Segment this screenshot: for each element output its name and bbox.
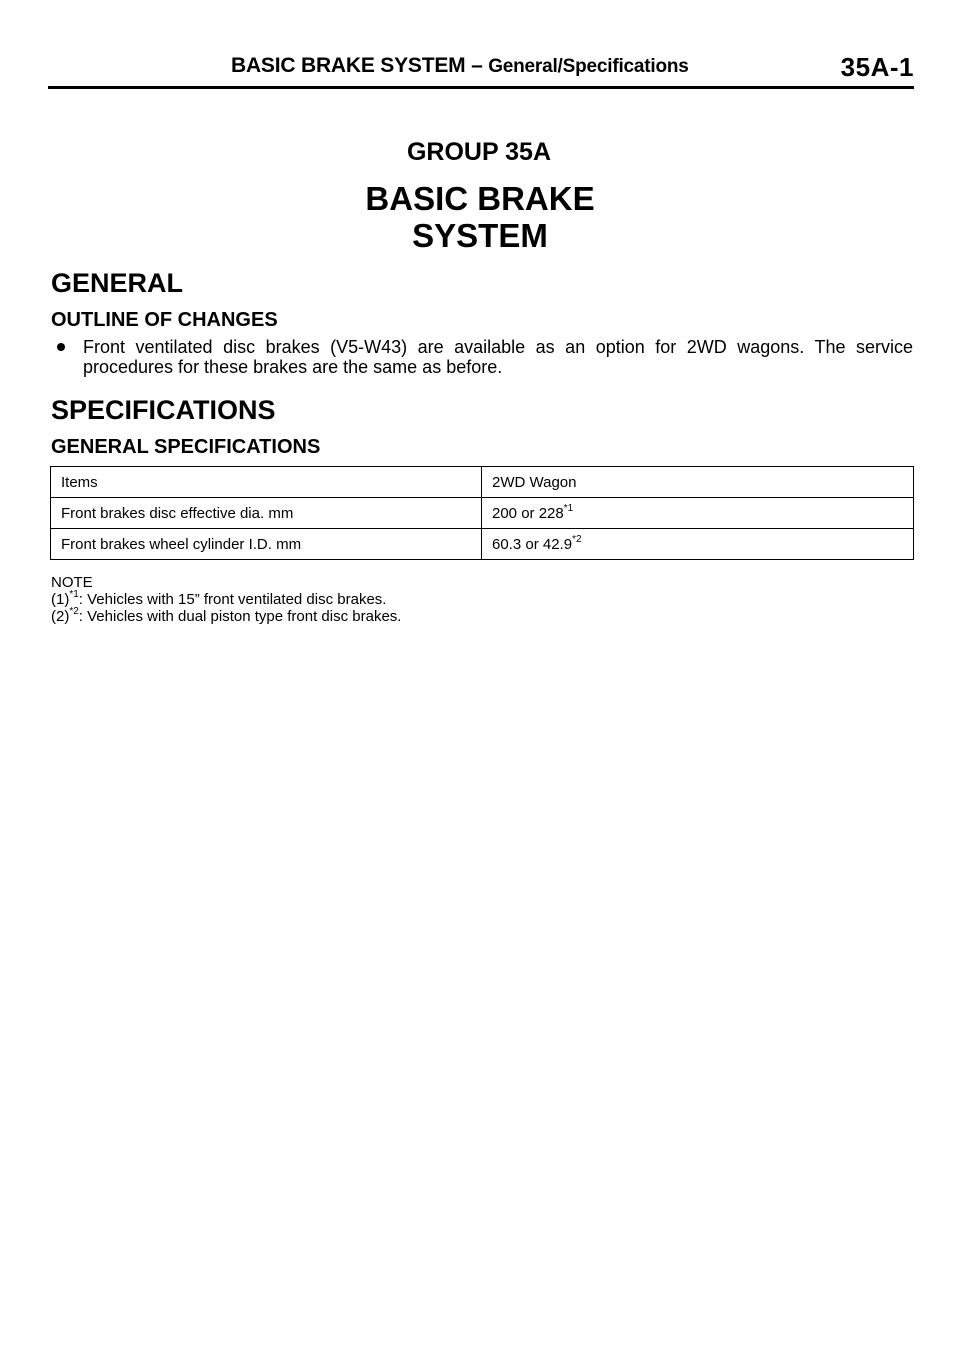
page-header: [48, 52, 914, 89]
page-title-line1: BASIC BRAKE: [365, 180, 595, 217]
page-title: [0, 180, 960, 254]
general-heading: GENERAL: [51, 268, 184, 298]
note-block: [51, 574, 401, 625]
note-item: [51, 591, 401, 608]
table-cell-value-text: 60.3 or 42.9: [492, 535, 573, 553]
header-title-dash: –: [465, 54, 489, 77]
table-row: [51, 498, 914, 529]
table-header-row: [51, 467, 914, 498]
outline-bullet-text: Front ventilated disc brakes (V5-W43) are available as an option for 2WD wagons. The service procedures for these brakes are the same as before.: [83, 337, 913, 377]
table-cell-value-text: 200 or 228: [492, 504, 564, 522]
outline-heading: OUTLINE OF CHANGES: [51, 309, 278, 331]
footnote-mark: *1: [563, 502, 574, 514]
page-title-line2: SYSTEM: [412, 217, 548, 254]
note-text: : Vehicles with 15” front ventilated disc brakes.: [78, 591, 387, 608]
table-row: [51, 529, 914, 560]
table-header-2wd-wagon: 2WD Wagon: [482, 467, 914, 498]
note-item: [51, 608, 401, 625]
footnote-mark: *1: [69, 589, 79, 600]
table-cell-item: Front brakes wheel cylinder I.D. mm: [51, 529, 482, 560]
specifications-heading: SPECIFICATIONS: [51, 395, 276, 425]
table-cell-value: [482, 498, 914, 529]
header-title: [231, 54, 689, 78]
header-title-main: BASIC BRAKE SYSTEM: [231, 54, 466, 77]
header-title-sub: General/Specifications: [488, 56, 689, 77]
note-text: : Vehicles with dual piston type front disc brakes.: [78, 608, 402, 625]
note-prefix: (2): [51, 608, 70, 625]
general-specifications-heading: GENERAL SPECIFICATIONS: [51, 436, 321, 458]
footnote-mark: *2: [572, 533, 582, 545]
group-label-block: [0, 138, 960, 167]
bullet-icon: [57, 343, 65, 351]
specifications-table: [50, 466, 914, 560]
table-cell-item: Front brakes disc effective dia. mm: [51, 498, 482, 529]
footnote-mark: *2: [69, 606, 79, 617]
page-number: 35A-1: [840, 52, 914, 82]
note-label: NOTE: [51, 574, 93, 591]
note-prefix: (1): [51, 591, 70, 608]
table-cell-value: [482, 529, 914, 560]
table-header-items: Items: [51, 467, 482, 498]
group-label: GROUP 35A: [406, 138, 552, 166]
